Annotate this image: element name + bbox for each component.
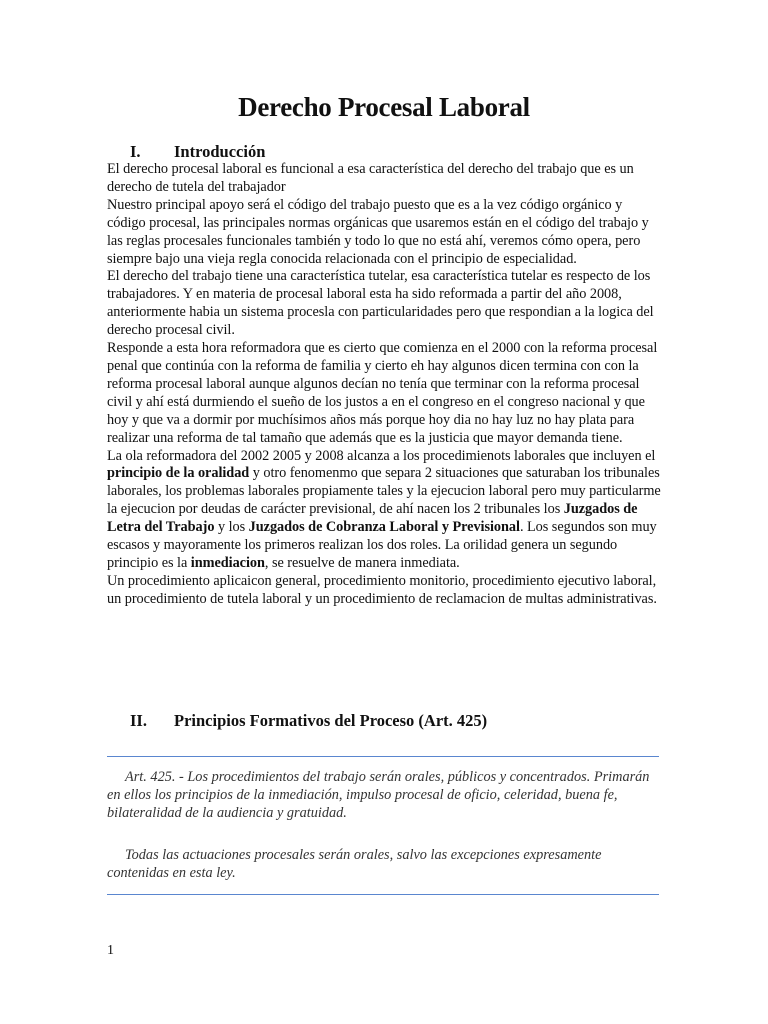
text-run: La ola reformadora del 2002 2005 y 2008 alcanza a los procedimienots laborales que incluyen el [107, 447, 656, 464]
quote-paragraph: Todas las actuaciones procesales serán orales, salvo las excepciones expresamente contenidas en esta ley. [107, 847, 602, 881]
section-heading-principios [130, 711, 487, 731]
document-title: Derecho Procesal Laboral [238, 92, 530, 122]
section-number: I. [130, 142, 141, 161]
section-title: Introducción [174, 142, 266, 161]
quote-divider-top [107, 756, 659, 757]
paragraph: El derecho del trabajo tiene una característica tutelar, esa característica tutelar es respecto de los trabajadores. Y en materia de procesal laboral esta ha sido reformada a partir del año 2008, anteriormente habia un sistema procesla con particularidades pero que respondian a la logica del derecho procesal civil. [107, 268, 654, 339]
section-title: Principios Formativos del Proceso (Art. 425) [174, 711, 488, 730]
bold-term: Juzgados de Cobranza Laboral y Previsional [248, 519, 520, 536]
paragraph: El derecho procesal laboral es funcional a esa característica del derecho del trabajo que es un derecho de tutela del trabajador [107, 161, 634, 195]
bold-term: Juzgados de Letra del Trabajo [107, 501, 638, 536]
bold-term: inmediacion [190, 554, 265, 571]
quote-divider-bottom [107, 894, 659, 895]
paragraph: Un procedimiento aplicaicon general, procedimiento monitorio, procedimiento ejecutivo laboral, un procedimiento de tutela laboral y un procedimiento de reclamacion de multas administrativas. [107, 572, 657, 607]
paragraph: Responde a esta hora reformadora que es cierto que comienza en el 2000 con la reforma procesal penal que continúa con la reforma de familia y cierto eh hay algunos dicen termina con con la reforma procesal laboral aunque algunos decían no tenía que terminar con la reforma procesal civil y ahí está durmiendo el sueño de los justos a en el congreso en el congreso nacional y que hoy y que va a dormir por muchísimos años más porque hoy dia no hay luz no hay plata para realizar una reforma de tal tamaño que además que es la justicia que mayor demanda tiene. [107, 340, 658, 446]
text-run: . Los segundos son muy escasos y mayoramente los primeros realizan los dos roles. La orilidad genera un segundo principio es la [107, 519, 657, 571]
text-run: y los [214, 519, 249, 536]
bold-term: principio de la oralidad [107, 465, 250, 482]
page-number: 1 [107, 943, 114, 958]
introduction-body [107, 161, 663, 609]
section-number: II. [130, 711, 147, 730]
text-run: , se resuelve de manera inmediata. [264, 554, 460, 571]
paragraph [107, 448, 663, 573]
quote-paragraph: Art. 425. - Los procedimientos del trabajo serán orales, públicos y concentrados. Primarán en ellos los principios de la inmediación, impulso procesal de oficio, celeridad, buena fe, bilateralidad de la audiencia y gratuidad. [107, 769, 650, 821]
article-quote-continued [107, 846, 663, 882]
paragraph: Nuestro principal apoyo será el código del trabajo puesto que es a la vez código orgánico y código procesal, las principales normas orgánicas que usaremos están en el código del trabajo y las reglas procesales funcionales también y todo lo que no está ahí, veremos cómo opera, pero siempre bajo una vieja regla conocida relacionada con el principio de especialidad. [107, 196, 649, 267]
section-heading-introduccion [130, 142, 265, 162]
text-run: y otro fenomenmo que separa 2 situaciones que saturaban los tribunales laborales, los problemas laborales propiamente tales y la ejecucion laboral pero muy particularme la ejecucion por deudas de carácter previsional, de ahí nacen los 2 tribunales los [107, 465, 661, 518]
article-quote [107, 768, 663, 822]
